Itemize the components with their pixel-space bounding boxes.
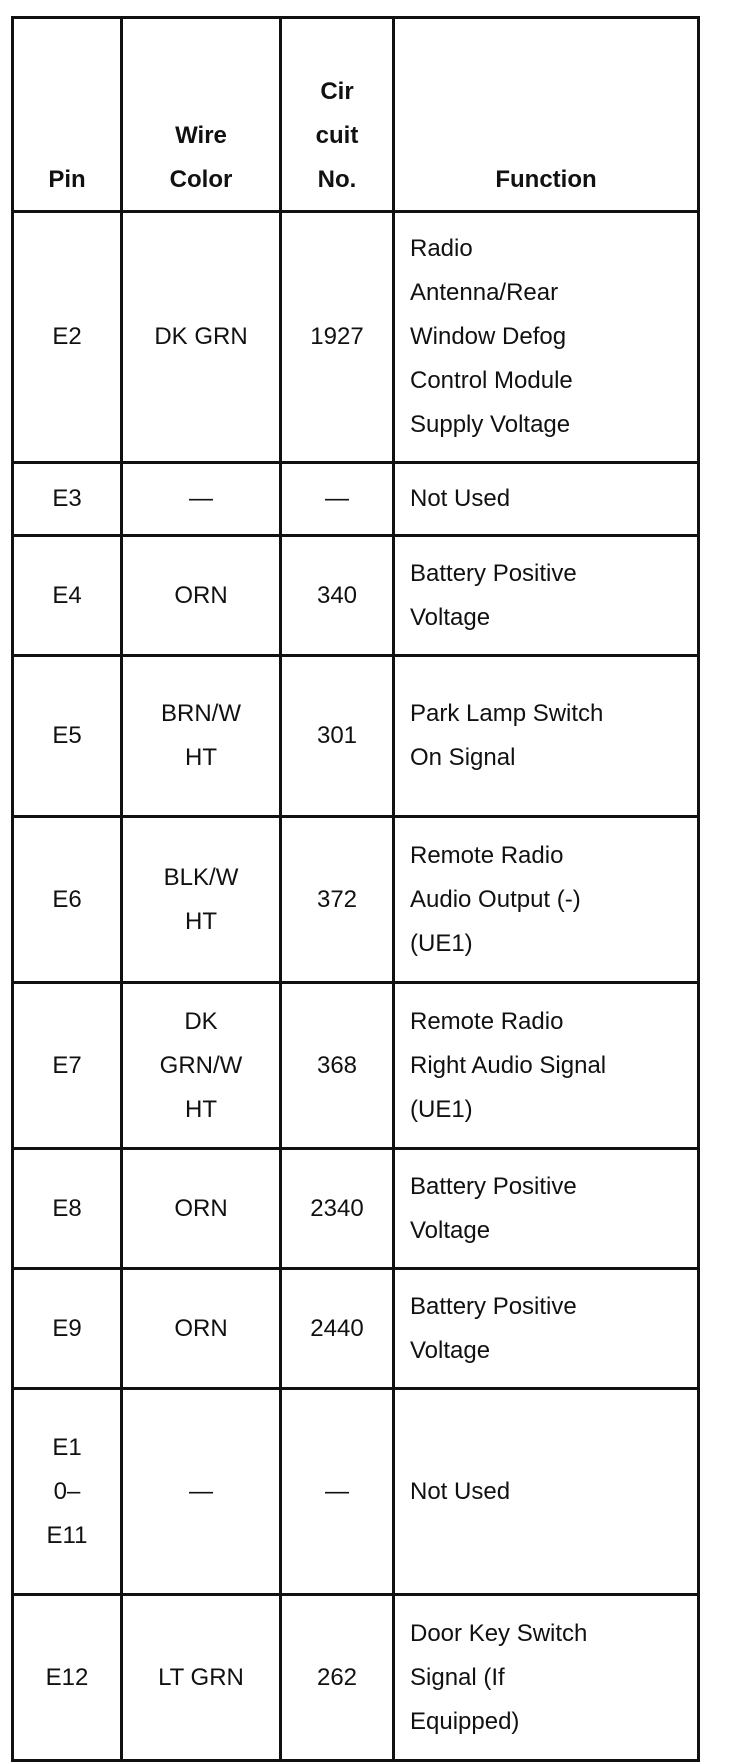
table-row [13,1149,699,1269]
function-line: Antenna/Rear [410,279,559,306]
header-circuit-no [281,18,394,212]
wire-line: HT [185,907,217,935]
pin-cell [13,656,122,817]
header-circuit-no-line: Cir [320,78,354,105]
function-line: Right Audio Signal [410,1051,607,1079]
header-wire-color-line: Color [169,166,233,193]
function-line: Voltage [410,603,491,631]
function-line: Equipped) [410,1707,520,1735]
pin-cell [13,1149,122,1269]
table-row [13,536,699,656]
header-circuit-no-line: cuit [315,122,359,149]
wire-color-cell [122,463,281,536]
circuit-cell: 2440 [281,1269,394,1389]
circuit-cell: 262 [281,1595,394,1761]
function-line: On Signal [410,744,516,771]
table-row [13,212,699,463]
wire-line: HT [185,744,217,771]
header-function: Function [394,18,699,212]
header-wire-color-line: Wire [175,122,227,149]
wire-color-cell [122,656,281,817]
wire-color-cell [122,817,281,983]
circuit-cell: 2340 [281,1149,394,1269]
pin-line: E7 [52,1051,82,1079]
function-line: Battery Positive [410,559,577,587]
pin-line: E3 [52,485,82,512]
pin-cell [13,463,122,536]
wire-color-cell [122,1595,281,1761]
table-row [13,463,699,536]
circuit-cell: 368 [281,983,394,1149]
function-line: Remote Radio [410,1007,564,1035]
wire-line: DK [184,1007,218,1035]
circuit-cell: 1927 [281,212,394,463]
function-line: Radio [410,235,473,262]
header-wire-color [122,18,281,212]
wire-line: — [189,1477,213,1505]
wire-color-cell [122,536,281,656]
function-cell [394,463,699,536]
function-line: (UE1) [410,929,473,957]
function-cell [394,212,699,463]
header-pin: Pin [13,18,122,212]
function-cell [394,1149,699,1269]
table-row [13,1389,699,1595]
function-line: Signal (If [410,1663,505,1691]
pin-line: E9 [52,1314,82,1342]
circuit-cell: — [281,1389,394,1595]
wire-color-cell [122,1149,281,1269]
pin-line: E12 [45,1663,89,1691]
wire-line: ORN [174,581,228,609]
function-line: Not Used [410,485,511,512]
wire-line: BLK/W [163,863,239,891]
pin-line: E6 [52,885,82,913]
pin-line: E1 [52,1433,82,1461]
table-row [13,1269,699,1389]
pin-cell [13,1389,122,1595]
function-cell [394,536,699,656]
wire-line: BRN/W [161,700,241,727]
wire-color-cell [122,212,281,463]
function-line: Battery Positive [410,1172,577,1200]
pin-line: 0– [53,1477,81,1505]
circuit-cell: 372 [281,817,394,983]
table-row [13,656,699,817]
function-line: Window Defog [410,323,567,350]
wire-color-cell [122,1269,281,1389]
pin-cell [13,1595,122,1761]
wire-line: GRN/W [159,1051,243,1079]
function-line: Control Module [410,367,573,394]
header-row [13,18,699,212]
wire-line: — [189,485,213,512]
pin-line: E11 [46,1521,88,1549]
wire-color-cell [122,1389,281,1595]
function-cell [394,1389,699,1595]
function-line: Voltage [410,1216,491,1244]
wire-line: HT [185,1095,217,1123]
pin-line: E8 [52,1194,82,1222]
circuit-cell: 301 [281,656,394,817]
pin-cell [13,536,122,656]
pin-line: E4 [52,581,82,609]
table-row [13,817,699,983]
function-line: Supply Voltage [410,411,571,438]
function-cell [394,656,699,817]
wire-line: DK GRN [154,323,248,350]
wire-line: ORN [174,1194,228,1222]
function-line: Voltage [410,1336,491,1364]
wire-color-cell [122,983,281,1149]
function-cell [394,983,699,1149]
circuit-cell: — [281,463,394,536]
header-circuit-no-line: No. [317,166,357,193]
function-line: Audio Output (-) [410,885,581,913]
function-line: Not Used [410,1477,511,1505]
function-line: Door Key Switch [410,1619,588,1647]
function-line: Battery Positive [410,1292,577,1320]
circuit-cell: 340 [281,536,394,656]
function-line: Remote Radio [410,841,564,869]
wire-line: LT GRN [158,1663,244,1691]
function-cell [394,1269,699,1389]
function-line: Park Lamp Switch [410,700,604,727]
pinout-table [11,16,700,1762]
table-row [13,983,699,1149]
wire-line: ORN [174,1314,228,1342]
function-line: (UE1) [410,1095,473,1123]
function-cell [394,817,699,983]
pin-line: E2 [52,323,82,350]
pin-cell [13,1269,122,1389]
pin-cell [13,817,122,983]
function-cell [394,1595,699,1761]
pin-line: E5 [52,722,82,749]
pin-cell [13,983,122,1149]
pin-cell [13,212,122,463]
table-row [13,1595,699,1761]
